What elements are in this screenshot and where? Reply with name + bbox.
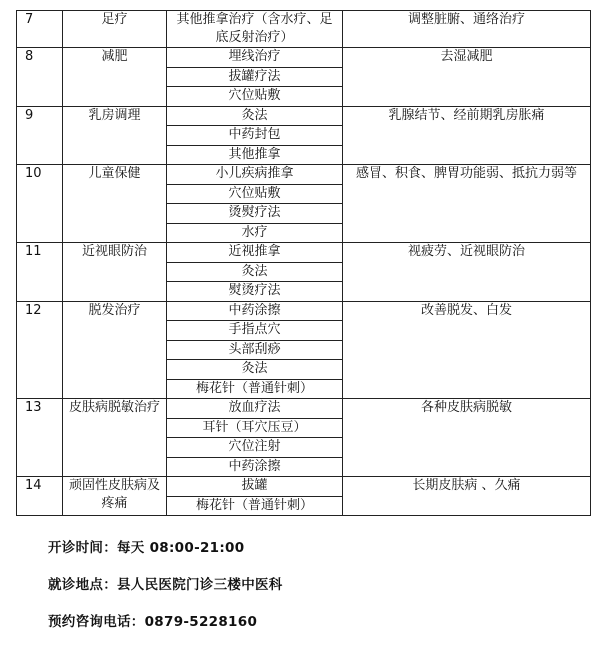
- treatment-method: 其他推拿治疗（含水疗、足底反射治疗）: [167, 11, 343, 48]
- table-row: [17, 301, 591, 321]
- table-row: [17, 165, 591, 185]
- service-item: 乳房调理: [63, 106, 167, 165]
- treatment-method: 其他推拿: [167, 145, 343, 165]
- row-number: 14: [17, 477, 63, 516]
- opening-hours: [48, 536, 244, 556]
- clinic-location-value: 县人民医院门诊三楼中医科: [117, 577, 283, 593]
- table-row: [17, 11, 591, 48]
- service-item: 皮肤病脱敏治疗: [63, 399, 167, 477]
- table-row: [17, 106, 591, 126]
- treatment-method: 中药涂擦: [167, 301, 343, 321]
- appointment-phone-value: 0879-5228160: [144, 614, 258, 630]
- service-item: 近视眼防治: [63, 243, 167, 302]
- treatment-method: 烫熨疗法: [167, 204, 343, 224]
- appointment-phone-label: 预约咨询电话：: [48, 614, 145, 630]
- services-table: [16, 10, 591, 516]
- treatment-method: 放血疗法: [167, 399, 343, 419]
- service-item: 足疗: [63, 11, 167, 48]
- treatment-method: 灸法: [167, 360, 343, 380]
- treatment-effect: 长期皮肤病 、久痛: [343, 477, 591, 516]
- row-number: 7: [17, 11, 63, 48]
- treatment-method: 近视推拿: [167, 243, 343, 263]
- service-item: 儿童保健: [63, 165, 167, 243]
- treatment-effect: 视疲劳、近视眼防治: [343, 243, 591, 302]
- table-row: [17, 399, 591, 419]
- row-number: 13: [17, 399, 63, 477]
- table-row: [17, 243, 591, 263]
- treatment-method: 拔罐: [167, 477, 343, 497]
- row-number: 12: [17, 301, 63, 399]
- treatment-method: 拔罐疗法: [167, 67, 343, 87]
- treatment-method: 穴位贴敷: [167, 87, 343, 107]
- treatment-method: 中药封包: [167, 126, 343, 146]
- opening-hours-value: 每天 08:00-21:00: [117, 540, 245, 556]
- treatment-method: 灸法: [167, 262, 343, 282]
- row-number: 11: [17, 243, 63, 302]
- treatment-method: 小儿疾病推拿: [167, 165, 343, 185]
- treatment-method: 熨烫疗法: [167, 282, 343, 302]
- treatment-effect: 改善脱发、白发: [343, 301, 591, 399]
- treatment-method: 穴位注射: [167, 438, 343, 458]
- appointment-phone: [48, 610, 257, 630]
- service-item: 顽固性皮肤病及疼痛: [63, 477, 167, 516]
- treatment-method: 梅花针（普通针刺）: [167, 379, 343, 399]
- treatment-method: 水疗: [167, 223, 343, 243]
- treatment-method: 埋线治疗: [167, 48, 343, 68]
- services-table-body: [17, 11, 591, 516]
- treatment-method: 中药涂擦: [167, 457, 343, 477]
- treatment-method: 耳针（耳穴压豆）: [167, 418, 343, 438]
- treatment-method: 穴位贴敷: [167, 184, 343, 204]
- service-item: 脱发治疗: [63, 301, 167, 399]
- opening-hours-label: 开诊时间：: [48, 540, 117, 556]
- treatment-method: 手指点穴: [167, 321, 343, 341]
- treatment-method: 头部刮痧: [167, 340, 343, 360]
- service-item: 减肥: [63, 48, 167, 107]
- treatment-effect: 各种皮肤病脱敏: [343, 399, 591, 477]
- treatment-effect: 乳腺结节、经前期乳房胀痛: [343, 106, 591, 165]
- clinic-location: [48, 573, 283, 593]
- treatment-effect: 去湿减肥: [343, 48, 591, 107]
- treatment-effect: 调整脏腑、通络治疗: [343, 11, 591, 48]
- treatment-method: 灸法: [167, 106, 343, 126]
- treatment-effect: 感冒、积食、脾胃功能弱、抵抗力弱等: [343, 165, 591, 243]
- row-number: 10: [17, 165, 63, 243]
- table-row: [17, 48, 591, 68]
- row-number: 9: [17, 106, 63, 165]
- clinic-location-label: 就诊地点：: [48, 577, 117, 593]
- treatment-method: 梅花针（普通针刺）: [167, 496, 343, 516]
- row-number: 8: [17, 48, 63, 107]
- table-row: [17, 477, 591, 497]
- services-sheet: [16, 10, 590, 516]
